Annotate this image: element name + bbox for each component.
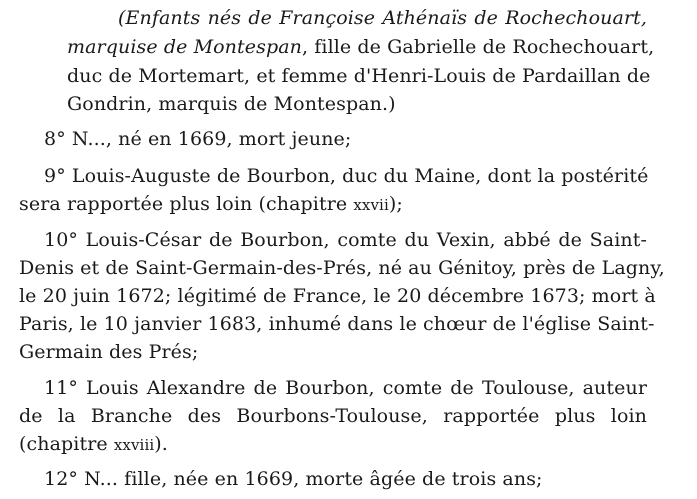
entry-10-line-2-text: Denis et de Saint-Germain-des-Prés, né au Génitoy, près de Lagny, <box>19 257 665 279</box>
entry-10-line-2 <box>19 256 665 280</box>
entry-11-line-3 <box>19 432 168 457</box>
entry-8-line-1 <box>44 127 351 151</box>
entry-9-line-2 <box>19 192 403 217</box>
entry-11-line-3-end: ). <box>154 433 168 455</box>
entry-10-line-3-text: le 20 juin 1672; légitimé de France, le 20 décembre 1673; mort à <box>19 285 656 307</box>
entry-10-line-1-text: 10° Louis-César de Bourbon, comte du Vexin, abbé de Saint- <box>44 229 647 251</box>
entry-9-line-1 <box>44 164 647 188</box>
entry-10-line-3 <box>19 284 656 308</box>
entry-10-line-1 <box>44 228 647 252</box>
entry-11-line-1 <box>44 376 647 400</box>
intro-line-4 <box>67 92 396 116</box>
intro-line-4-text: Gondrin, marquis de Montespan.) <box>67 93 396 115</box>
entry-9-line-1-text: 9° Louis-Auguste de Bourbon, duc du Maine, dont la postérité <box>44 165 649 187</box>
chapter-ref-28: xxviii <box>113 436 155 454</box>
entry-11-line-2-text: de la Branche des Bourbons-Toulouse, rapportée plus loin <box>19 405 647 427</box>
chapter-ref-27: xxvii <box>353 196 389 214</box>
intro-line-2 <box>67 35 655 59</box>
intro-line-3 <box>67 64 651 88</box>
intro-line-3-text: duc de Mortemart, et femme d'Henri-Louis de Pardaillan de <box>67 65 651 87</box>
intro-line-1-text: (Enfants nés de Françoise Athénaïs de Rochechouart, <box>118 7 647 29</box>
entry-10-line-4 <box>19 312 655 336</box>
entry-11-line-2 <box>19 404 647 428</box>
entry-11-line-3-text: (chapitre <box>19 433 114 455</box>
intro-line-1 <box>118 6 647 30</box>
entry-12-line-1 <box>44 467 543 491</box>
entry-12-text: 12° N... fille, née en 1669, morte âgée de trois ans; <box>44 468 543 490</box>
entry-11-line-1-text: 11° Louis Alexandre de Bourbon, comte de Toulouse, auteur <box>44 377 647 399</box>
intro-line-2-text: , fille de Gabrielle de Rochechouart, <box>301 36 655 58</box>
entry-10-line-5 <box>19 340 198 364</box>
entry-10-line-4-text: Paris, le 10 janvier 1683, inhumé dans le chœur de l'église Saint- <box>19 313 655 335</box>
entry-8-text: 8° N..., né en 1669, mort jeune; <box>44 128 352 150</box>
entry-9-line-2-text: sera rapportée plus loin (chapitre <box>19 193 354 215</box>
intro-line-2-italic: marquise de Montespan <box>67 36 302 58</box>
entry-10-line-5-text: Germain des Prés; <box>19 341 199 363</box>
entry-9-line-2-end: ); <box>388 193 403 215</box>
